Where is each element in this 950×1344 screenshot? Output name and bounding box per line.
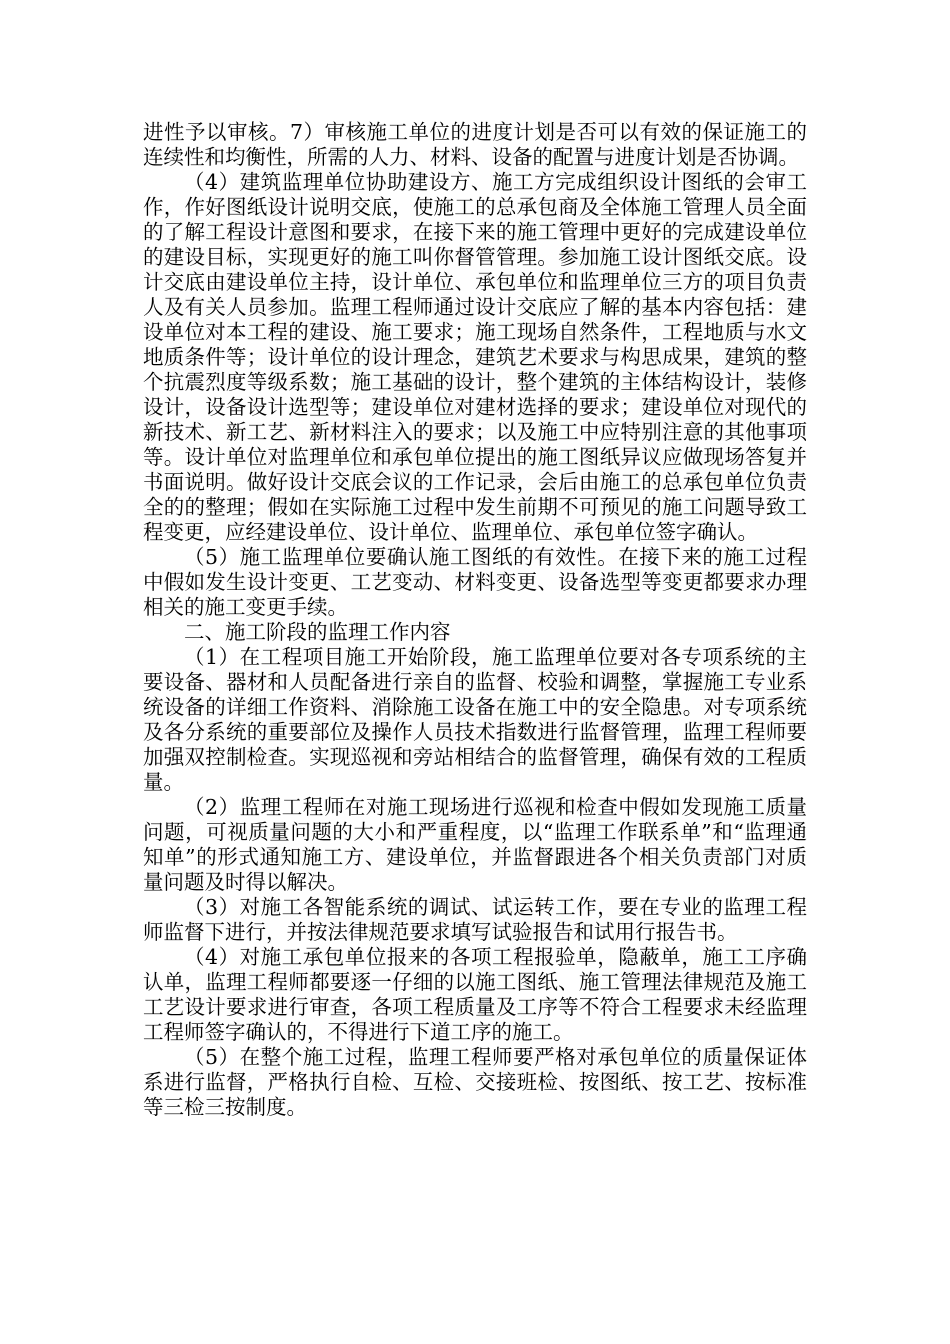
paragraph-section-item-4: （4）对施工承包单位报来的各项工程报验单，隐蔽单，施工工序确认单，监理工程师都要逐一仔细的以施工图纸、施工管理法律规范及施工工艺设计要求进行审查，各项工程质量及工序等不符合工程要求未经监理工程师签字确认的，不得进行下道工序的施工。 bbox=[143, 945, 807, 1044]
section-heading: 二、施工阶段的监理工作内容 bbox=[184, 620, 451, 644]
paragraph-section-item-5: （5）在整个施工过程，监理工程师要严格对承包单位的质量保证体系进行监督，严格执行自检、互检、交接班检、按图纸、按工艺、按标准等三检三按制度。 bbox=[143, 1045, 807, 1119]
paragraph-section-item-1: （1）在工程项目施工开始阶段，施工监理单位要对各专项系统的主要设备、器材和人员配备进行亲自的监督、校验和调整，掌握施工专业系统设备的详细工作资料、消除施工设备在施工中的安全隐患。对专项系统及各分系统的重要部位及操作人员技术指数进行监督管理，监理工程师要加强双控制检查。实现巡视和旁站相结合的监督管理，确保有效的工程质量。 bbox=[143, 645, 807, 794]
paragraph-section-item-3: （3）对施工各智能系统的调试、试运转工作，要在专业的监理工程师监督下进行，并按法律规范要求填写试验报告和试用行报告书。 bbox=[143, 895, 807, 944]
paragraph-item-4-design-review: （4）建筑监理单位协助建设方、施工方完成组织设计图纸的会审工作，作好图纸设计说明交底，使施工的总承包商及全体施工管理人员全面的了解工程设计意图和要求，在接下来的施工管理中更好的完成建设单位的建设目标，实现更好的施工叫你督管管理。参加施工设计图纸交底。设计交底由建设单位主持，设计单位、承包单位和监理单位三方的项目负责人及有关人员参加。监理工程师通过设计交底应了解的基本内容包括：建设单位对本工程的建设、施工要求；施工现场自然条件，工程地质与水文地质条件等；设计单位的设计理念，建筑艺术要求与构思成果，建筑的整个抗震烈度等级系数；施工基础的设计，整个建筑的主体结构设计，装修设计，设备设计选型等；建设单位对建材选择的要求；建设单位对现代的新技术、新工艺、新材料注入的要求；以及施工中应特别注意的其他事项等。设计单位对监理单位和承包单位提出的施工图纸异议应做现场答复并书面说明。做好设计交底会议的工作记录，会后由施工的总承包单位负责全的的整理；假如在实际施工过程中发生前期不可预见的施工问题导致工程变更，应经建设单位、设计单位、监理单位、承包单位签字确认。 bbox=[143, 170, 807, 544]
paragraph-item-5-drawing-validity: （5）施工监理单位要确认施工图纸的有效性。在接下来的施工过程中假如发生设计变更、工艺变动、材料变更、设备选型等变更都要求办理相关的施工变更手续。 bbox=[143, 545, 807, 619]
document-body bbox=[143, 120, 807, 1120]
paragraph-section-item-2: （2）监理工程师在对施工现场进行巡视和检查中假如发现施工质量问题，可视质量问题的大小和严重程度，以“监理工作联系单”和“监理通知单”的形式通知施工方、建设单位，并监督跟进各个相关负责部门对质量问题及时得以解决。 bbox=[143, 795, 807, 894]
paragraph-continuation: 进性予以审核。7）审核施工单位的进度计划是否可以有效的保证施工的连续性和均衡性，所需的人力、材料、设备的配置与进度计划是否协调。 bbox=[143, 120, 807, 169]
